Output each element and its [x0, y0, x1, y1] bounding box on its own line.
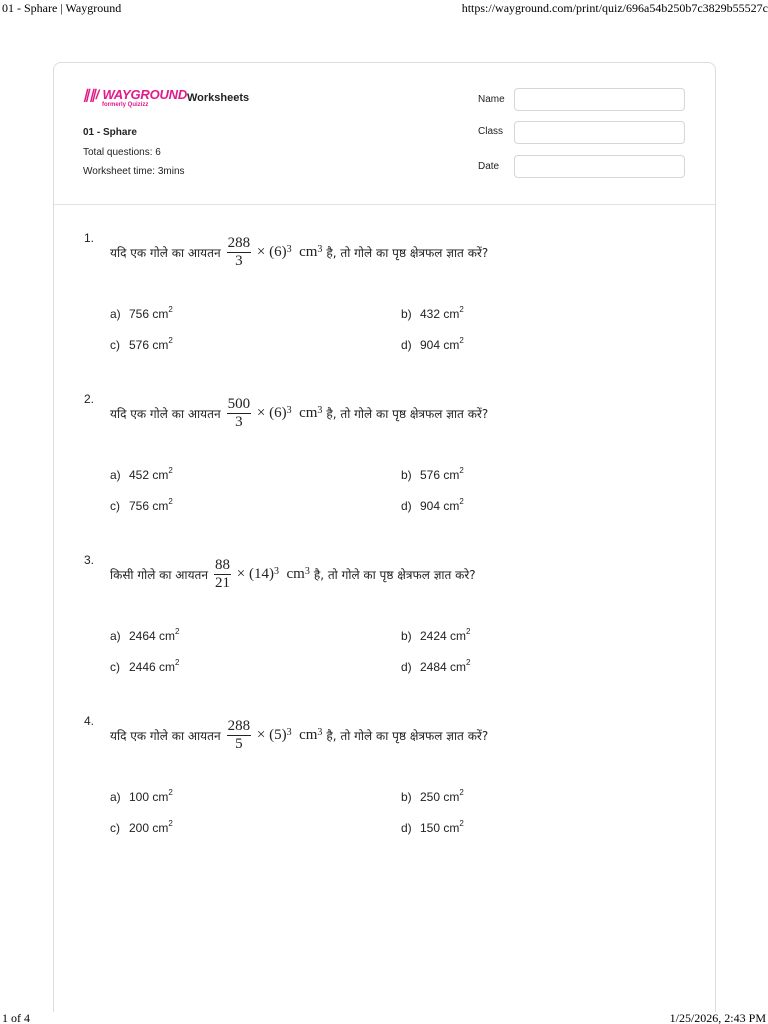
answer-option: [110, 820, 173, 835]
exponent: 3: [274, 566, 280, 577]
answer-option: [401, 789, 464, 804]
option-value: 2446 cm: [129, 660, 176, 674]
times-symbol: ×: [236, 566, 246, 582]
base-value: (6): [269, 405, 287, 421]
answer-option: [110, 789, 173, 804]
option-label: c): [110, 338, 120, 352]
answer-option: [401, 306, 464, 321]
fraction-numerator: 500: [227, 396, 251, 412]
fraction: [227, 235, 252, 270]
option-exponent: 2: [168, 466, 173, 475]
answer-option: [401, 337, 464, 352]
option-value: 452 cm: [129, 468, 169, 482]
volume-expression: [225, 396, 323, 431]
option-exponent: 2: [168, 336, 173, 345]
fraction-denominator: 5: [235, 736, 243, 752]
logo-subtitle: formerly Quizizz: [102, 102, 149, 108]
option-label: d): [401, 499, 412, 513]
option-exponent: 2: [175, 658, 180, 667]
section-title: Worksheets: [187, 92, 250, 104]
option-exponent: 2: [459, 466, 464, 475]
fraction: [214, 557, 231, 592]
fraction: [227, 396, 252, 431]
total-questions: Total questions: 6: [83, 147, 161, 158]
fraction-denominator: 3: [235, 253, 243, 269]
unit-exponent: 3: [317, 727, 323, 738]
option-value: 250 cm: [420, 790, 460, 804]
fraction-numerator: 288: [227, 718, 251, 734]
question-suffix: है, तो गोले का पृष्ठ क्षेत्रफल ज्ञात करें?: [326, 729, 489, 743]
times-symbol: ×: [256, 405, 266, 421]
option-value: 756 cm: [129, 307, 169, 321]
answer-option: [110, 306, 173, 321]
option-value: 576 cm: [129, 338, 169, 352]
fraction-denominator: 3: [235, 414, 243, 430]
option-value: 2484 cm: [420, 660, 467, 674]
fraction-denominator: 21: [215, 575, 231, 591]
option-exponent: 2: [466, 627, 471, 636]
worksheet-header: [54, 63, 715, 205]
volume-expression: [225, 718, 323, 753]
option-label: c): [110, 660, 120, 674]
unit-exponent: 3: [304, 566, 310, 577]
option-label: d): [401, 660, 412, 674]
option-value: 150 cm: [420, 821, 460, 835]
option-label: c): [110, 821, 120, 835]
unit: cm: [299, 405, 318, 421]
times-symbol: ×: [256, 727, 266, 743]
answer-option: [110, 628, 179, 643]
question-number: 1.: [84, 231, 95, 245]
option-value: 904 cm: [420, 338, 460, 352]
volume-expression: [212, 557, 310, 592]
answer-option: [110, 337, 173, 352]
exponent: 3: [286, 727, 292, 738]
date-field[interactable]: [514, 155, 685, 178]
question-suffix: है, तो गोले का पृष्ठ क्षेत्रफल ज्ञात करे?: [313, 568, 476, 582]
answer-option: [401, 659, 470, 674]
question-suffix: है, तो गोले का पृष्ठ क्षेत्रफल ज्ञात करें?: [326, 246, 489, 260]
answer-option: [401, 467, 464, 482]
option-label: a): [110, 468, 121, 482]
option-label: d): [401, 338, 412, 352]
answer-option: [110, 498, 173, 513]
volume-expression: [225, 235, 323, 270]
fraction-numerator: 288: [227, 235, 251, 251]
exponent: 3: [286, 405, 292, 416]
worksheet-time: Worksheet time: 3mins: [83, 166, 185, 177]
option-value: 576 cm: [420, 468, 460, 482]
brand-logo: [83, 86, 250, 108]
option-label: b): [401, 468, 412, 482]
answer-option: [401, 628, 470, 643]
answer-option: [401, 498, 464, 513]
answer-option: [110, 467, 173, 482]
option-label: b): [401, 307, 412, 321]
option-exponent: 2: [466, 658, 471, 667]
question-text: [110, 396, 488, 431]
base-value: (5): [269, 727, 287, 743]
option-exponent: 2: [459, 497, 464, 506]
question-number: 4.: [84, 714, 95, 728]
option-value: 2424 cm: [420, 629, 467, 643]
option-value: 756 cm: [129, 499, 169, 513]
class-label: Class: [478, 126, 504, 137]
option-value: 904 cm: [420, 499, 460, 513]
base-value: (6): [269, 244, 287, 260]
option-label: c): [110, 499, 120, 513]
option-label: a): [110, 790, 121, 804]
option-exponent: 2: [459, 305, 464, 314]
option-value: 2464 cm: [129, 629, 176, 643]
question-text: [110, 557, 476, 592]
option-exponent: 2: [168, 497, 173, 506]
option-label: a): [110, 307, 121, 321]
name-label: Name: [478, 94, 505, 105]
option-exponent: 2: [168, 788, 173, 797]
question-prefix: किसी गोले का आयतन: [110, 568, 209, 582]
option-exponent: 2: [168, 819, 173, 828]
question-prefix: यदि एक गोले का आयतन: [110, 407, 221, 421]
base-value: (14): [249, 566, 275, 582]
option-label: a): [110, 629, 121, 643]
wayground-logo-icon: ∥∥/ WAYGROUND: [83, 87, 188, 102]
fraction-numerator: 88: [215, 557, 231, 573]
exponent: 3: [286, 244, 292, 255]
option-label: b): [401, 790, 412, 804]
option-exponent: 2: [168, 305, 173, 314]
unit-exponent: 3: [317, 405, 323, 416]
question-prefix: यदि एक गोले का आयतन: [110, 246, 221, 260]
print-page-url: https://wayground.com/print/quiz/696a54b250b7c3829b55527c: [461, 1, 768, 15]
option-label: b): [401, 629, 412, 643]
worksheet-title: 01 - Sphare: [83, 127, 137, 138]
question-number: 3.: [84, 553, 95, 567]
unit: cm: [299, 727, 318, 743]
worksheet-sheet: [53, 62, 716, 1012]
answer-option: [401, 820, 464, 835]
option-exponent: 2: [459, 788, 464, 797]
print-page-title: 01 - Sphare | Wayground: [2, 1, 122, 15]
times-symbol: ×: [256, 244, 266, 260]
question-text: [110, 235, 488, 270]
option-value: 432 cm: [420, 307, 460, 321]
answer-option: [110, 659, 179, 674]
unit-exponent: 3: [317, 244, 323, 255]
option-label: d): [401, 821, 412, 835]
question-suffix: है, तो गोले का पृष्ठ क्षेत्रफल ज्ञात करें?: [326, 407, 489, 421]
question-text: [110, 718, 488, 753]
option-value: 200 cm: [129, 821, 169, 835]
print-page-number: 1 of 4: [2, 1011, 30, 1024]
option-exponent: 2: [459, 336, 464, 345]
unit: cm: [286, 566, 305, 582]
name-field[interactable]: [514, 88, 685, 111]
print-datetime: 1/25/2026, 2:43 PM: [669, 1011, 766, 1024]
unit: cm: [299, 244, 318, 260]
option-exponent: 2: [459, 819, 464, 828]
question-number: 2.: [84, 392, 95, 406]
class-field[interactable]: [514, 121, 685, 144]
date-label: Date: [478, 161, 500, 172]
option-value: 100 cm: [129, 790, 169, 804]
option-exponent: 2: [175, 627, 180, 636]
fraction: [227, 718, 252, 753]
question-prefix: यदि एक गोले का आयतन: [110, 729, 221, 743]
